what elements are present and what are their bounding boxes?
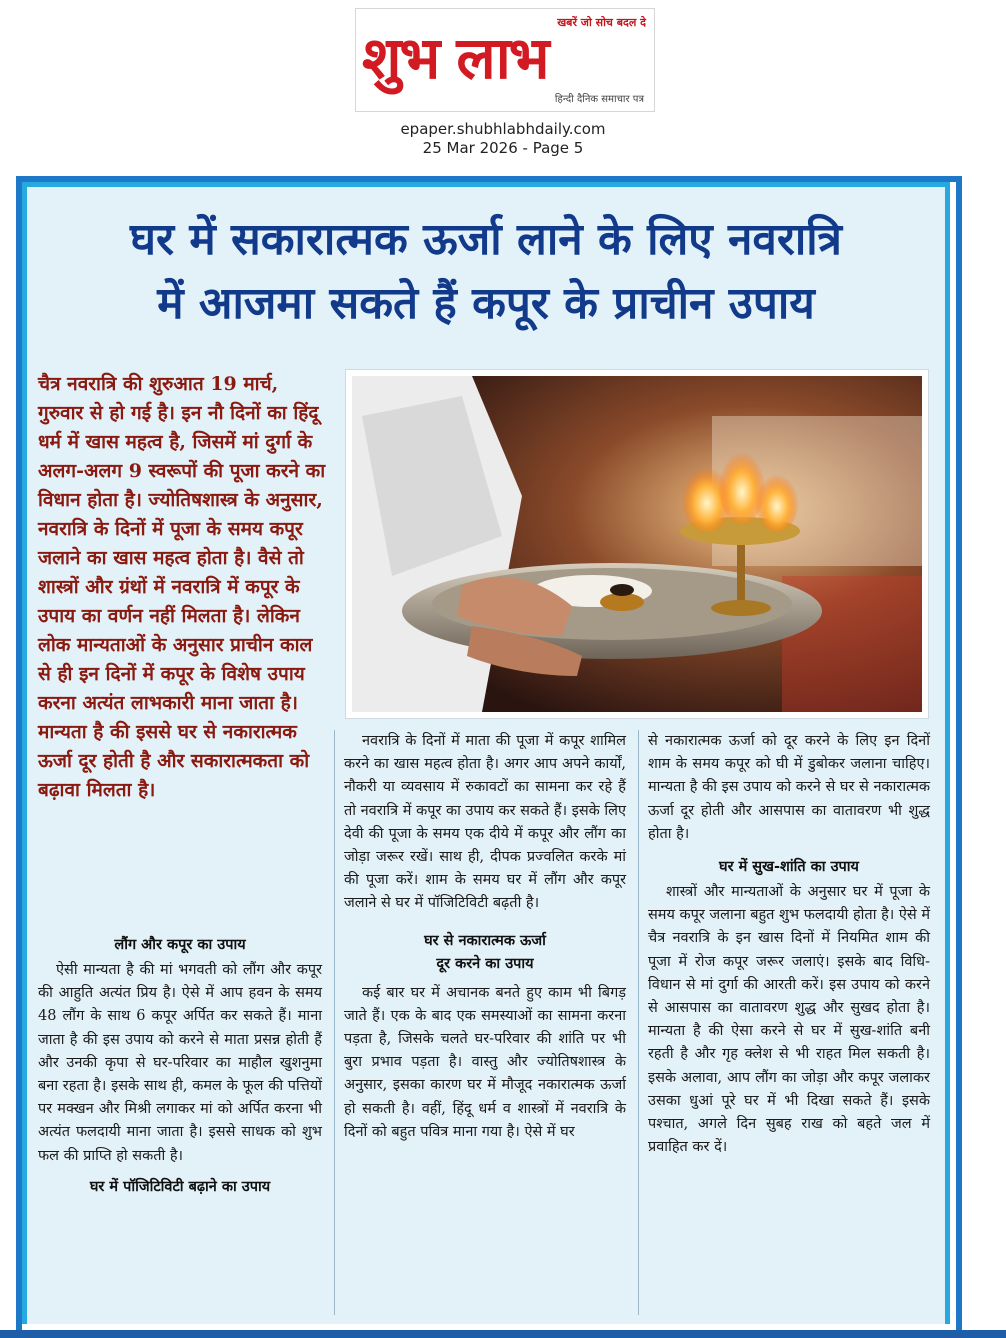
date-page: 25 Mar 2026 - Page 5 bbox=[422, 139, 584, 157]
column-3 bbox=[648, 730, 930, 1159]
headline-line-1: घर में सकारात्मक ऊर्जा लाने के लिए नवरात्रि bbox=[130, 214, 842, 265]
bottom-border bbox=[0, 1330, 1006, 1338]
column-1 bbox=[38, 930, 322, 1201]
site-url: epaper.shubhlabhdaily.com bbox=[400, 120, 606, 138]
column-divider bbox=[638, 730, 639, 1315]
masthead-logo: शुभ लाभ bbox=[362, 24, 548, 92]
article-photo bbox=[346, 370, 928, 718]
paragraph: ऐसी मान्यता है की मां भगवती को लौंग और कपूर की आहुति अत्यंत प्रिय है। ऐसे में आप हवन के समय 48 लौंग के साथ 6 कपूर अर्पित कर सकते हैं। माना जाता है की इस उपाय को करने से माता प्रसन्न होती हैं और उनकी कृपा से घर-परिवार का माहौल खुशनुमा बना रहता है। इसके साथ ही, कमल के फूल की पत्तियों पर मक्खन और मिश्री लगाकर मां को अर्पित करना भी अत्यंत फलदायी माना जाता है। इससे साधक को शुभ फल की प्राप्ति हो सकती है। bbox=[38, 962, 322, 1164]
aarti-plate-image bbox=[352, 376, 922, 712]
subheading-negative-energy-2: दूर करने का उपाय bbox=[436, 955, 534, 972]
column-divider bbox=[334, 730, 335, 1315]
masthead-tagline: खबरें जो सोच बदल दे bbox=[557, 16, 646, 29]
paragraph: नवरात्रि के दिनों में माता की पूजा में कपूर शामिल करने का खास महत्व होता है। अगर आप अपने कार्यों, नौकरी या व्यवसाय में रुकावटों का सामना कर रहे हैं तो नवरात्रि में कपूर का उपाय कर सकते हैं। इसके लिए देवी की पूजा के समय एक दीये में कपूर और लौंग का जोड़ा जरूर रखें। साथ ही, दीपक प्रज्वलित करके मां की पूजा करें। शाम के समय घर में लौंग और कपूर जलाने से घर में पॉजिटिविटी बढ़ती है। bbox=[344, 733, 627, 912]
paragraph: शास्त्रों और मान्यताओं के अनुसार घर में पूजा के समय कपूर जलाना बहुत शुभ फलदायी होता है। ऐसे में चैत्र नवरात्रि के इन खास दिनों में नियमित शाम की पूजा में रोज कपूर जरूर जलाएं। इसके बाद विधि-विधान से मां दुर्गा की आरती करें। इस उपाय को करने से आसपास का वातावरण शुद्ध और सुखद होता है। मान्यता है की ऐसा करने से घर में सुख-शांति बनी रहती है और गृह क्लेश से भी राहत मिल सकती है। इसके अलावा, आप लौंग का जोड़ा और कपूर जलाकर उसका धुआं पूरे घर में भी दिखा सकते हैं। इसके पश्चात, अगले दिन सुबह राख को बहते जल में प्रवाहित कर दें। bbox=[648, 884, 930, 1156]
headline-line-2: में आजमा सकते हैं कपूर के प्राचीन उपाय bbox=[157, 278, 815, 329]
subheading-negative-energy: घर से नकारात्मक ऊर्जा bbox=[424, 932, 546, 949]
masthead-logo-box bbox=[355, 8, 655, 112]
paragraph: से नकारात्मक ऊर्जा को दूर करने के लिए इन दिनों शाम के समय कपूर को घी में डुबोकर जलाना चाहिए। मान्यता है की इस उपाय को करने से घर से नकारात्मक ऊर्जा दूर होती और आसपास का वातावरण भी शुद्ध होता है। bbox=[648, 733, 930, 842]
article-lead: चैत्र नवरात्रि की शुरुआत 19 मार्च, गुरुवार से हो गई है। इन नौ दिनों का हिंदू धर्म में खास महत्व है, जिसमें मां दुर्गा के अलग-अलग 9 स्वरूपों की पूजा करने का विधान होता है। ज्योतिषशास्त्र के अनुसार, नवरात्रि के दिनों में पूजा के समय कपूर जलाने का खास महत्व होता है। वैसे तो शास्त्रों और ग्रंथों में नवरात्रि में कपूर के उपाय का वर्णन नहीं मिलता है। लेकिन लोक मान्यताओं के अनुसार प्राचीन काल से ही इन दिनों में कपूर के विशेष उपाय करना अत्यंत लाभकारी माना जाता है। मान्यता है की इससे घर से नकारात्मक ऊर्जा दूर होती है और सकारात्मकता को बढ़ावा मिलता है। bbox=[38, 373, 326, 801]
subheading-sukh-shanti: घर में सुख-शांति का उपाय bbox=[719, 859, 859, 876]
article-headline bbox=[32, 208, 940, 336]
masthead-subtag: हिन्दी दैनिक समाचार पत्र bbox=[554, 94, 644, 105]
subheading-positivity: घर में पॉजिटिविटी बढ़ाने का उपाय bbox=[89, 1178, 271, 1195]
column-2 bbox=[344, 730, 626, 1144]
paragraph: कई बार घर में अचानक बनते हुए काम भी बिगड़ जाते हैं। एक के बाद एक समस्याओं का सामना करना पड़ता है, जिसके चलते घर-परिवार की शांति पर भी बुरा प्रभाव पड़ता है। वास्तु और ज्योतिषशास्त्र के अनुसार, इसका कारण घर में मौजूद नकारात्मक ऊर्जा हो सकती है। वहीं, हिंदू धर्म व शास्त्रों में नवरात्रि के दिनों को बहुत पवित्र माना गया है। ऐसे में घर bbox=[344, 984, 626, 1140]
subheading-laung-kapoor: लौंग और कपूर का उपाय bbox=[114, 937, 246, 953]
